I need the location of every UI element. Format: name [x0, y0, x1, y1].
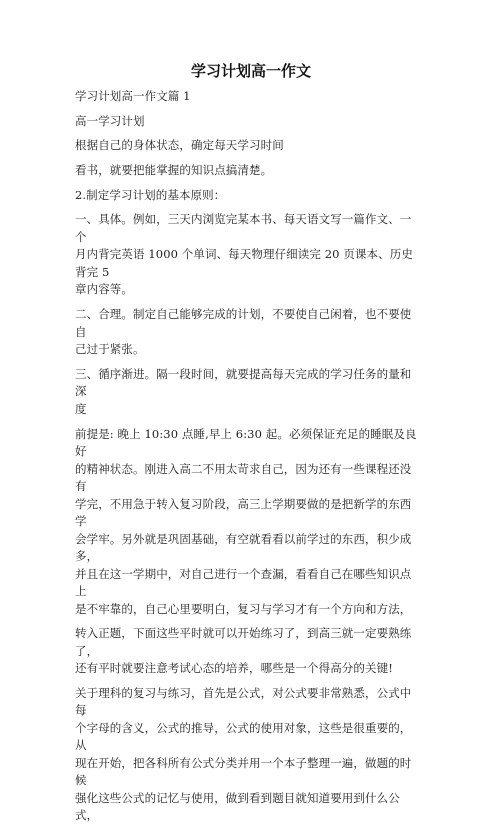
paragraph-principle-reasonable: 二、合理。制定自己能够完成的计划，不要使自己闲着，也不要使自 己过于紧张。: [75, 307, 412, 357]
document-title: 学习计划高一作文: [190, 62, 311, 80]
paragraph-principle-specific: 一、具体。例如，三天内浏览完某本书、每天语文写一篇作文、一个 月内背完英语 1000 个单词、每天物理仔细读完 20 页课本、历史背完 5 章内容等。: [75, 212, 413, 297]
paragraph-principle-gradual: 三、循序渐进。隔一段时间，就要提高每天完成的学习任务的量和深 度: [75, 366, 412, 416]
paragraph-main-topic: 转入正题，下面这些平时就可以开始练习了，到高三就一定要熟练了， 还有平时就要注意考试心态的培养，哪些是一个得高分的关键!: [75, 626, 412, 676]
document-body: [75, 88, 420, 832]
paragraph-principles-heading: 2.制定学习计划的基本原则：: [75, 187, 226, 202]
paragraph-study-time: 根据自己的身体状态，确定每天学习时间: [75, 138, 284, 153]
paragraph-plan-title: 高一学习计划: [75, 113, 145, 128]
paragraph-premise: 前提是: 晚上 10:30 点睡,早上 6:30 起。必须保证充足的睡眠及良好 的精神状态。刚进入高二不用太苛求自己，因为还有一些课程还没有 学完，不用急于转入复习阶段，高三上学期要做的是把新学的东西学 会学牢。另外就是巩固基础，有空就看看以前学过的东西，积少成多， 并且在这一学期中，对自己进行一个查漏，看看自己在哪些知识点上 是不牢靠的，自己心里要明白，复习与学习才有一个方向和方法，: [75, 426, 417, 616]
paragraph-science-review: 关于理科的复习与练习，首先是公式，对公式要非常熟悉，公式中每 个字母的含义，公式的推导，公式的使用对象，这些是很重要的，从 现在开始，把各科所有公式分类并用一个本子整理一遍，做题的时候 强化这些公式的记忆与使用，做到看到题目就知道要用到什么公式，: [75, 685, 412, 823]
paragraph-essay-heading: 学习计划高一作文篇 1: [75, 89, 191, 103]
paragraph-reading: 看书，就要把能掌握的知识点搞清楚。: [75, 163, 273, 178]
